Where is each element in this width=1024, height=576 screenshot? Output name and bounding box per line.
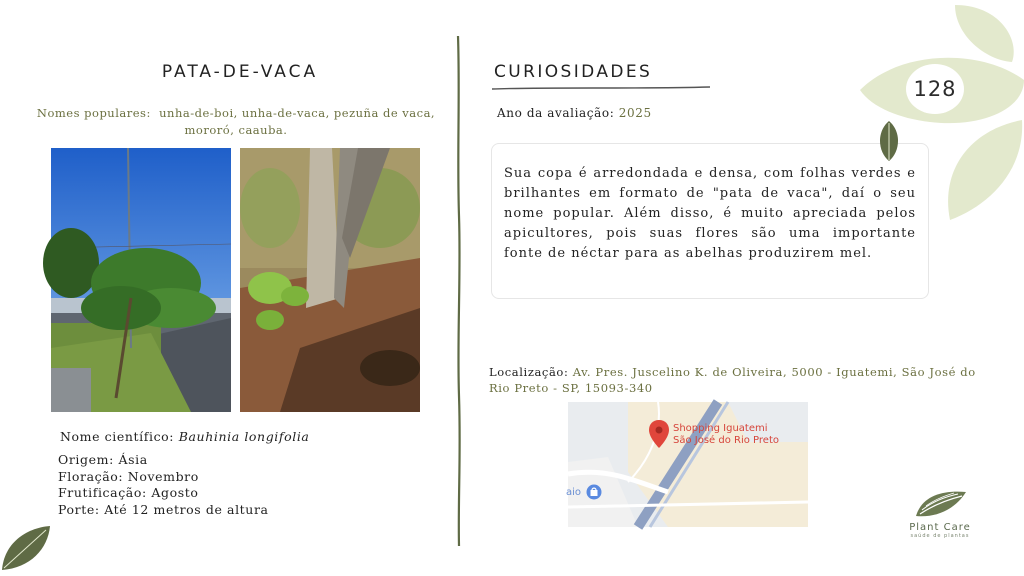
fact-label: Frutificação: [58,485,147,500]
page-number-badge: 128 [906,64,964,114]
fact-fruiting [58,485,269,502]
scientific-name: Bauhinia longifolia [178,429,310,444]
fact-value: Agosto [151,485,199,500]
map-pin-icon[interactable] [648,419,670,449]
fact-size [58,502,269,519]
fact-value: Ásia [118,452,148,467]
vertical-divider [452,36,466,546]
bottom-leaf-icon [0,524,52,572]
popular-names-value: unha-de-boi, unha-de-vaca, pezuña de vaca, mororó, caauba. [159,106,436,137]
curiosities-title: CURIOSIDADES [494,62,653,82]
title-underline [490,84,712,92]
fact-label: Floração: [58,468,124,484]
fact-origin [58,452,269,469]
year-label: Ano da avaliação: [497,106,615,120]
map-drawing [568,402,808,527]
location-value: Av. Pres. Juscelino K. de Oliveira, 5000 - Iguatemi, São José do Rio Preto - SP, 15093-340 [489,365,976,395]
evaluation-year [497,106,652,120]
fact-label: Origem: [58,452,114,467]
year-value: 2025 [618,106,652,120]
plant-facts [58,452,269,518]
popular-names-label: Nomes populares: [36,106,151,120]
map-place-name [673,423,779,447]
plant-care-logo [900,488,980,540]
trunk-photo-drawing [240,148,420,412]
logo-name: Plant Care [909,522,971,533]
trunk-photo [240,148,420,412]
small-leaf-icon [876,120,902,162]
location-map[interactable] [568,402,808,527]
tree-photo [51,148,231,412]
scientific-name-label: Nome científico: [60,429,175,444]
fact-flowering [58,469,269,486]
curiosities-text: Sua copa é arredondada e densa, com folhas verdes e brilhantes em formato de "pata de vaca", daí o seu nome popular. Além disso, é muito apreciada pelos apicultores, pois suas flores são uma importante fonte de néctar para as abelhas produzirem mel. [504,166,916,261]
map-partial-label: aio [566,487,582,498]
plant-care-logo-icon [912,488,968,518]
tree-photo-drawing [51,148,231,412]
fact-label: Porte: [58,501,100,517]
location-label: Localização: [489,365,569,379]
popular-names [30,105,442,139]
map-place-line2: São José do Rio Preto [673,435,779,446]
scientific-name-line [60,429,310,444]
plant-title: PATA-DE-VACA [161,62,319,82]
map-place-line1: Shopping Iguatemi [673,423,768,434]
shopping-bag-icon [586,484,602,500]
fact-value: Novembro [127,468,199,484]
logo-tagline: saúde de plantas [910,533,970,539]
fact-value: Até 12 metros de altura [104,501,269,517]
location [489,365,979,396]
